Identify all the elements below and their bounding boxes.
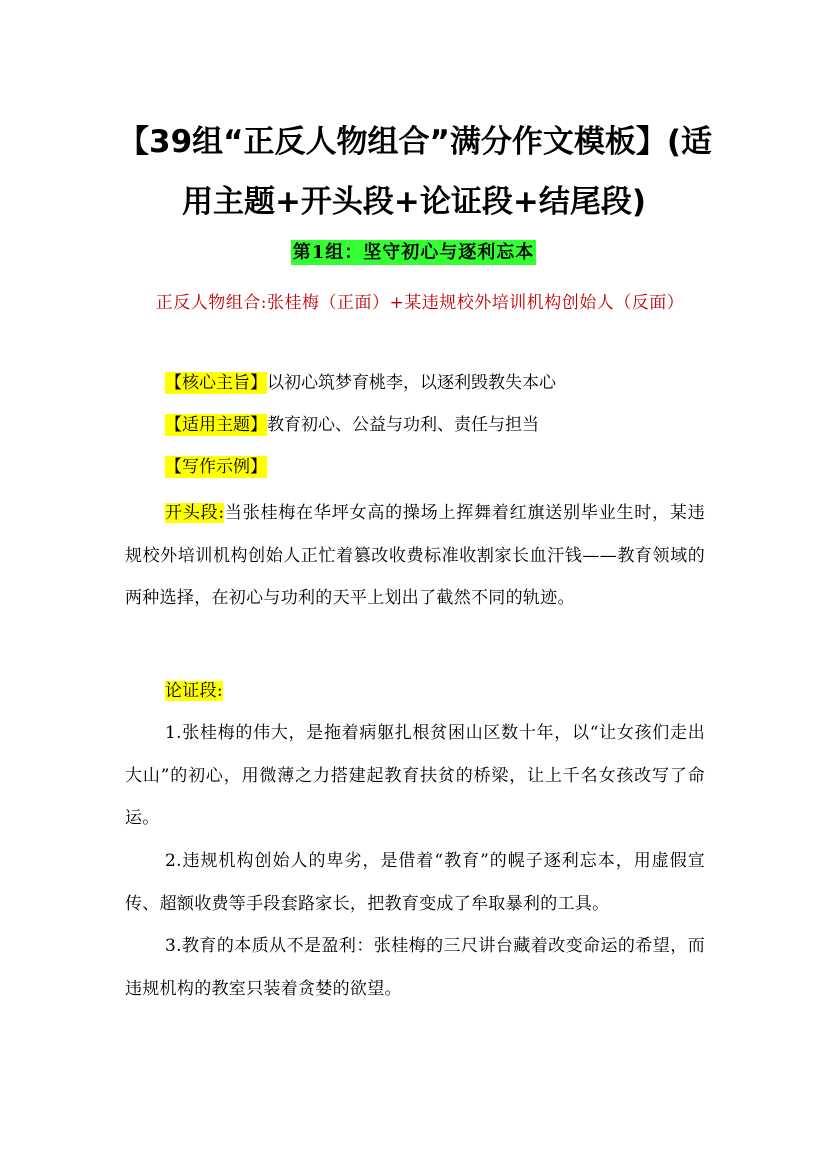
character-pair: 正反人物组合:张桂梅（正面）+某违规校外培训机构创始人（反面） [155, 293, 685, 313]
core-theme-label: 【核心主旨】 [165, 373, 267, 393]
argument-label: 论证段: [165, 681, 223, 701]
argument-point-1: 1.张桂梅的伟大，是拖着病躯扎根贫困山区数十年，以“让女孩们走出大山”的初心，用微薄之力搭建起教育扶贫的桥梁，让上千名女孩改写了命运。 [125, 723, 705, 828]
applicable-theme-row [165, 410, 539, 440]
core-theme-row [165, 368, 556, 398]
opening-label: 开头段: [165, 503, 225, 523]
writing-example-label: 【写作示例】 [165, 457, 267, 477]
argument-point-2: 2.违规机构创始人的卑劣，是借着“教育”的幌子逐利忘本，用虚假宣传、超额收费等手段套路家长，把教育变成了牟取暴利的工具。 [125, 851, 705, 914]
title-line-1: 【39组“正反人物组合”满分作文模板】(适 [118, 124, 713, 160]
group-heading [0, 238, 827, 268]
core-theme-text: 以初心筑梦育桃李，以逐利毁教失本心 [267, 373, 556, 393]
group-heading-text: 第1组：坚守初心与逐利忘本 [292, 242, 535, 263]
title-line-2: 用主题+开头段+论证段+结尾段) [181, 184, 647, 220]
argument-heading [125, 670, 705, 713]
opening-text: 当张桂梅在华坪女高的操场上挥舞着红旗送别毕业生时，某违规校外培训机构创始人正忙着篡改收费标准收割家长血汗钱——教育领域的两种选择，在初心与功利的天平上划出了截然不同的轨迹。 [125, 503, 705, 608]
opening-paragraph [125, 492, 705, 620]
argument-point-3: 3.教育的本质从不是盈利：张桂梅的三尺讲台藏着改变命运的希望，而违规机构的教室只装着贪婪的欲望。 [125, 936, 705, 999]
document-title [118, 112, 713, 232]
applicable-theme-label: 【适用主题】 [165, 415, 267, 435]
applicable-theme-text: 教育初心、公益与功利、责任与担当 [267, 415, 539, 435]
writing-example-row [165, 452, 267, 482]
